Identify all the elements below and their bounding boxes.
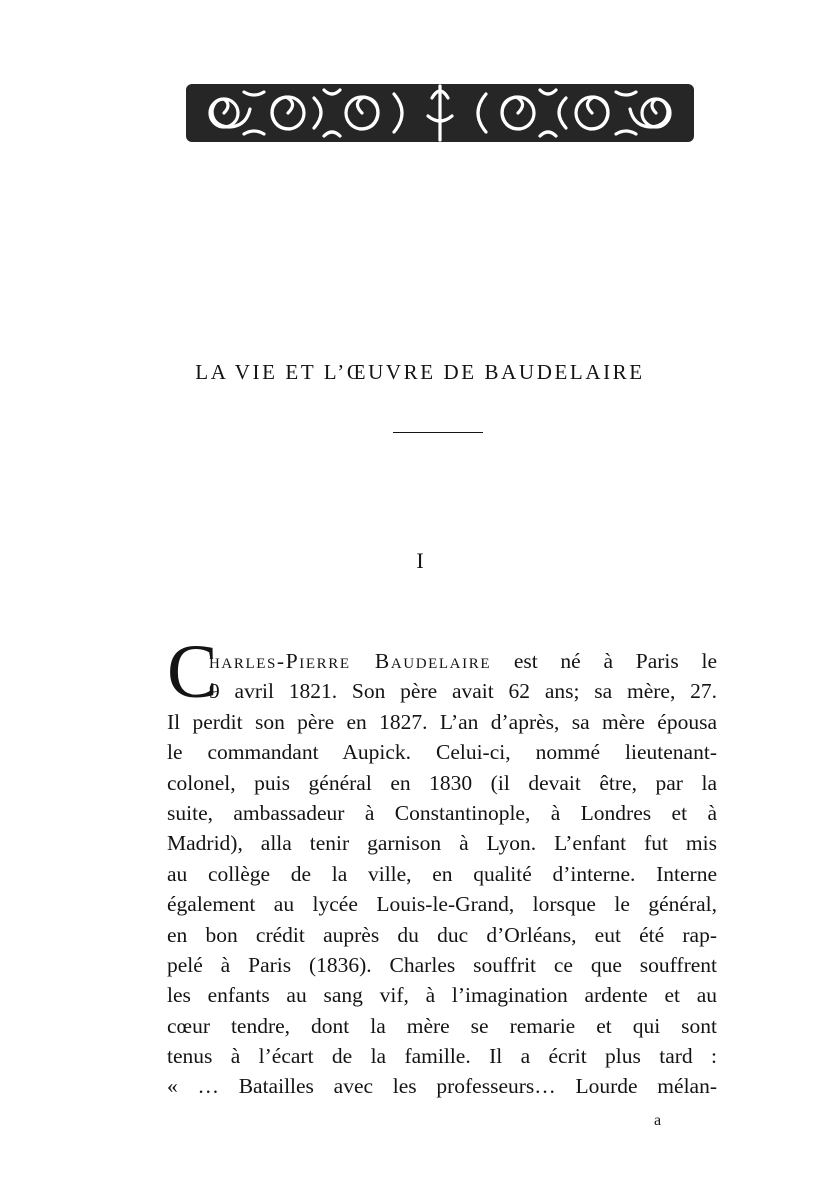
drop-cap: C (167, 630, 218, 714)
paragraph-line: 9 avril 1821. Son père avait 62 ans; sa mère, 27. (209, 679, 717, 704)
floral-scroll-ornament-icon (184, 80, 696, 146)
paragraph-line: « … Batailles avec les professeurs… Lourde mélan- (167, 1074, 717, 1099)
paragraph-line: tenus à l’écart de la famille. Il a écrit plus tard : (167, 1044, 717, 1069)
paragraph-line: les enfants au sang vif, à l’imagination ardente et au (167, 983, 717, 1008)
author-name-smallcaps: harles-Pierre Baudelaire (209, 649, 492, 673)
paragraph-line (167, 646, 717, 676)
page-title: LA VIE ET L’ŒUVRE DE BAUDELAIRE (195, 360, 645, 384)
section-number: I (416, 548, 424, 573)
paragraph-line: en bon crédit auprès du duc d’Orléans, eut été rap- (167, 922, 717, 947)
paragraph-line-text: est né à Paris le (491, 649, 717, 673)
paragraph-line: suite, ambassadeur à Constantinople, à Londres et à (167, 800, 717, 825)
body-paragraph (167, 646, 717, 1102)
paragraph-line: pelé à Paris (1836). Charles souffrit ce que souffrent (167, 952, 717, 977)
paragraph-line: cœur tendre, dont la mère se remarie et qui sont (167, 1013, 717, 1038)
paragraph-line: Il perdit son père en 1827. L’an d’après, sa mère épousa (167, 709, 717, 734)
paragraph-line: le commandant Aupick. Celui-ci, nommé lieutenant- (167, 740, 717, 765)
paragraph-line: au collège de la ville, en qualité d’interne. Interne (167, 861, 717, 886)
signature-mark: a (654, 1112, 662, 1129)
paragraph-line: Madrid), alla tenir garnison à Lyon. L’enfant fut mis (167, 831, 717, 856)
title-rule-divider (393, 432, 483, 433)
paragraph-line: également au lycée Louis-le-Grand, lorsque le général, (167, 892, 717, 917)
paragraph-line: colonel, puis général en 1830 (il devait être, par la (167, 770, 717, 795)
